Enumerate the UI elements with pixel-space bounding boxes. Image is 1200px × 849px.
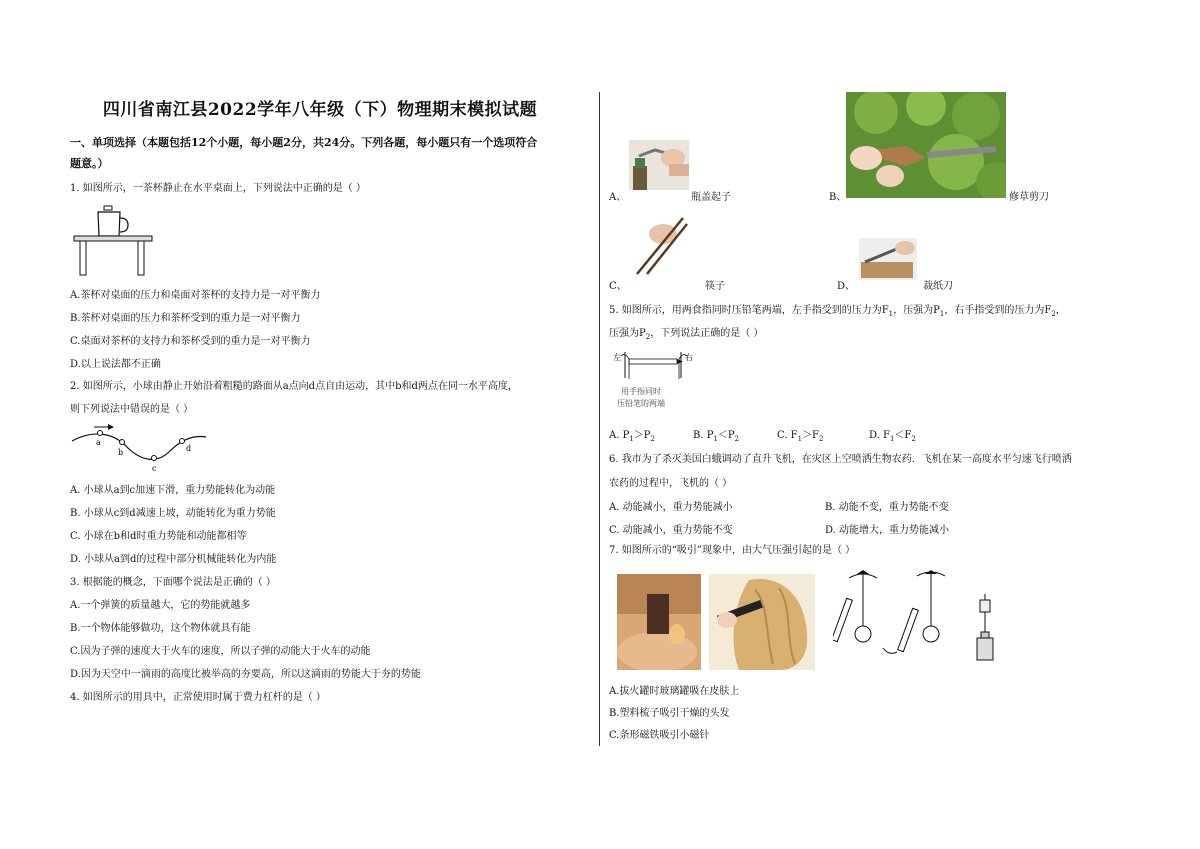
q4-image-garden-shears — [846, 92, 1006, 198]
q4-image-bottle-opener — [629, 140, 689, 190]
q7-image-comb-hair — [709, 574, 815, 670]
q3-option-b: B.一个物体能够做功，这个物体就具有能 — [70, 623, 251, 634]
q1-stem: 1. 如图所示，一茶杯静止在水平桌面上，下列说法中正确的是（ ） — [70, 183, 366, 194]
right-column — [609, 88, 1139, 748]
q4-image-chopsticks — [631, 216, 689, 276]
q4-option-c-letter: C、 — [609, 281, 627, 292]
q2-option-b: B. 小球从c到d减速上坡，动能转化为重力势能 — [70, 508, 276, 519]
q4-option-d-label: 裁纸刀 — [923, 281, 953, 292]
q2-label-a: a — [96, 438, 101, 447]
q5-fig-left-label: 左 — [613, 353, 621, 362]
q2-figure-curved-track — [70, 423, 590, 475]
q2-stem-line2: 则下列说法中错误的是（ ） — [70, 404, 194, 415]
page-title: 四川省南江县2022学年八年级（下）物理期末模拟试题 — [102, 100, 538, 120]
q5-stem-line1: 5. 如图所示，用两食指同时压铅笔两端，左手指受到的压力为$F_1$，压强为$P_1$，右手指受到的压力为$F_2$， — [609, 305, 1066, 318]
q3-option-c: C.因为子弹的速度大于火车的速度，所以子弹的动能大于火车的动能 — [70, 646, 371, 657]
q4-option-a-letter: A、 — [609, 192, 627, 203]
q5-figure-fingers-pencil — [611, 350, 697, 412]
q5-option-b: B. $P_1<P_2$ — [693, 430, 740, 443]
q1-option-c: C.桌面对茶杯的支持力和茶杯受到的重力是一对平衡力 — [70, 336, 311, 347]
left-column — [70, 95, 590, 705]
q7-image-cupping — [617, 574, 701, 670]
q7-image-weights — [973, 594, 997, 662]
q6-option-a: A. 动能减小，重力势能减小 — [609, 502, 733, 513]
q6-option-d: D. 动能增大，重力势能减小 — [825, 525, 950, 536]
q3-stem: 3. 根据能的概念，下面哪个说法是正确的（ ） — [70, 577, 276, 588]
column-divider — [599, 92, 600, 746]
q7-stem: 7. 如图所示的“吸引”现象中，由大气压强引起的是（ ） — [609, 545, 856, 556]
q1-figure-cup-on-table — [70, 200, 590, 280]
section-heading-line2: 题意。） — [70, 157, 109, 170]
q1-option-a: A.茶杯对桌面的压力和桌面对茶杯的支持力是一对平衡力 — [70, 290, 321, 301]
q5-option-d: D. $F_1<F_2$ — [869, 430, 916, 443]
q2-option-a: A. 小球从a到c加速下滑，重力势能转化为动能 — [70, 485, 276, 496]
q6-stem-line1: 6. 我市为了杀灭美国白蛾调动了直升飞机，在灾区上空喷洒生物农药．飞机在某一高度水平匀速飞行喷洒 — [609, 454, 1072, 465]
q2-option-d: D. 小球从a到d的过程中部分机械能转化为内能 — [70, 554, 277, 565]
q7-image-magnets-compass — [833, 568, 951, 668]
q5-fig-right-label: 右 — [685, 353, 693, 362]
q7-option-a: A.拔火罐时玻璃罐吸在皮肤上 — [609, 686, 740, 697]
q4-option-b-letter: B、 — [829, 192, 847, 203]
q4-image-paper-cutter — [859, 238, 917, 280]
q4-option-a-label: 瓶盖起子 — [691, 192, 731, 203]
q2-stem-line1: 2. 如图所示，小球由静止开始沿着粗糙的路面从a点向d点自由运动，其中b和d两点在同一水平高度， — [70, 381, 518, 392]
q5-option-c: C. $F_1>F_2$ — [777, 430, 824, 443]
q6-stem-line2: 农药的过程中，飞机的（ ） — [609, 478, 733, 489]
q4-stem: 4. 如图所示的用具中，正常使用时属于费力杠杆的是（ ） — [70, 692, 326, 703]
q5-fig-caption-2: 压铅笔的两端 — [617, 399, 665, 408]
q2-label-b: b — [118, 448, 124, 457]
q5-option-a: A. $P_1>P_2$ — [609, 430, 655, 443]
q5-stem-line2: 压强为$P_2$，下列说法正确的是（ ） — [609, 328, 764, 341]
section-heading-line1: 一、单项选择（本题包括12个小题，每小题2分，共24分。下列各题，每小题只有一个选项符合 — [70, 136, 538, 149]
q6-option-b: B. 动能不变，重力势能不变 — [825, 502, 949, 513]
q4-option-b-label: 修草剪刀 — [1009, 192, 1049, 203]
q6-option-c: C. 动能减小，重力势能不变 — [609, 525, 733, 536]
q4-option-d-letter: D、 — [837, 281, 856, 292]
q3-option-d: D.因为天空中一滴雨的高度比被举高的夯要高，所以这滴雨的势能大于夯的势能 — [70, 669, 421, 680]
q5-fig-caption-1: 用手指同时 — [621, 387, 661, 396]
q2-label-d: d — [186, 444, 192, 453]
q2-option-c: C. 小球在b和d时重力势能和动能都相等 — [70, 531, 247, 542]
q4-option-c-label: 筷子 — [705, 281, 725, 292]
q2-label-c: c — [152, 464, 157, 473]
q1-option-d: D.以上说法都不正确 — [70, 359, 161, 370]
q7-option-c: C.条形磁铁吸引小磁针 — [609, 730, 710, 741]
q3-option-a: A.一个弹簧的质量越大，它的势能就越多 — [70, 600, 251, 611]
q1-option-b: B.茶杯对桌面的压力和茶杯受到的重力是一对平衡力 — [70, 313, 301, 324]
q7-option-b: B.塑料梳子吸引干燥的头发 — [609, 708, 730, 719]
